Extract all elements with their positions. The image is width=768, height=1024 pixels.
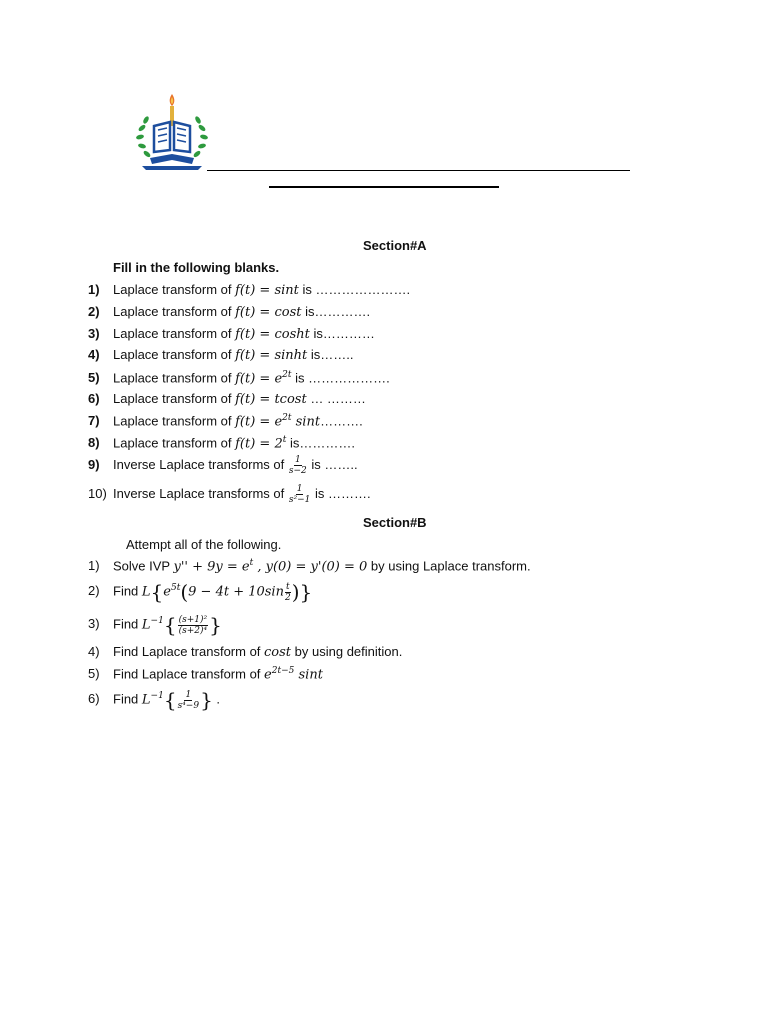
item-fraction [289,455,307,476]
item-number: 5) [88,370,100,386]
item-math: f(t) = tcost [235,392,307,407]
item-blank: is ………………. [291,370,390,386]
item-fraction [178,615,209,636]
fraction-denominator: s⁴−9 [177,700,200,711]
section-a-title: Section#A [363,238,427,253]
section-b-item [88,666,323,682]
section-a-item [88,484,371,505]
item-blank: … ……… [306,391,366,406]
item-math: f(t) = 2 [235,436,283,452]
item-number: 5) [88,666,100,682]
item-math: L [141,692,151,708]
item-superscript: −1 [150,691,164,702]
item-text: Inverse Laplace transforms of [113,485,288,501]
fraction-numerator: (s+1)² [178,614,208,625]
item-text: Laplace transform of [113,435,236,451]
item-blank: is …….. [307,456,358,472]
item-text: Laplace transform of [113,347,236,362]
item-number: 2) [88,583,100,599]
item-superscript: 2t [282,370,292,380]
header-rule-short [269,186,499,188]
item-superscript: t [249,558,254,568]
item-text: Laplace transform of [113,304,236,319]
item-math: cost [264,645,292,660]
item-number: 3) [88,326,100,341]
item-math: L [141,617,151,633]
item-number: 10) [88,485,107,501]
fraction-numerator: 1 [296,484,303,494]
item-text: Find [113,616,142,632]
header-rule-long [207,170,630,171]
item-number: 6) [88,391,100,406]
item-text: Find [113,691,142,707]
item-text: Inverse Laplace transforms of [113,456,288,472]
item-number: 6) [88,691,100,707]
item-fraction [178,690,200,711]
item-math-continued: sint [294,667,323,683]
section-b-item: 2) Find $L\{e^{5t}(9 - 4t + 10\sin$ $\frac{t}{2}$ )} [88,580,313,604]
item-math: f(t) = sint [235,283,299,298]
item-text: Laplace transform of [113,370,236,386]
section-b-instruction: Attempt all of the following. [126,537,282,552]
item-math-continued: , y(0) = y'(0) = 0 [253,559,368,575]
section-a-item [88,413,363,429]
item-math: f(t) = cosht [235,327,310,342]
item-blank: is…………. [301,304,371,319]
fraction-denominator: s−2 [288,466,307,476]
item-superscript: −1 [150,616,164,627]
item-math: e [264,667,272,683]
item-superscript: 2t−5 [271,666,295,676]
item-blank: ………. [320,413,363,429]
item-blank: is………… [309,326,375,341]
section-b-item: 3) Find $L^{-1}${ $\frac{\text{(s+1)²}}{\text{(s+2)⁴}}$ } [88,613,222,637]
section-a-item [88,370,390,386]
section-b-item [88,558,531,574]
section-a-item [88,455,358,476]
item-number: 4) [88,644,100,659]
item-text: Laplace transform of [113,391,236,406]
item-number: 8) [88,435,100,451]
item-blank: is…………. [286,435,355,451]
fraction-denominator: (s+2)⁴ [178,625,208,636]
item-text: Laplace transform of [113,413,236,429]
fraction-numerator: t [286,581,290,592]
item-text: Find [113,583,142,599]
fraction-numerator: 1 [294,455,301,465]
item-text: Find Laplace transform of [113,666,265,682]
item-math: f(t) = cost [235,305,302,320]
item-text-end: . [212,691,221,707]
item-number: 1) [88,282,100,297]
item-number: 3) [88,616,100,632]
item-text: Laplace transform of [113,282,236,297]
fraction-denominator: 2 [284,592,291,603]
item-superscript: 5t [170,583,181,594]
item-text: Solve IVP [113,558,174,574]
section-b-item [88,644,402,660]
item-fraction [285,582,291,603]
section-b-item: 6) Find $L^{-1}${ $\frac{1}{\text{s⁴−9}}$ } . [88,688,221,712]
item-text-end: by using Laplace transform. [367,558,531,574]
item-number: 9) [88,456,100,472]
item-text: Find Laplace transform of [113,644,265,659]
item-number: 7) [88,413,100,429]
section-a-item [88,347,354,363]
item-math-inner: 9 − 4t + 10sin [188,584,284,600]
item-number: 1) [88,558,100,574]
section-a-item [88,435,355,451]
item-math: f(t) = sinht [235,348,308,363]
university-logo [132,92,212,174]
item-text: Laplace transform of [113,326,236,341]
section-a-instruction: Fill in the following blanks. [113,260,280,275]
section-a-item [88,326,375,342]
item-number: 2) [88,304,100,319]
item-math-continued: sint [291,414,321,430]
section-b-title: Section#B [363,515,427,530]
item-math: L [141,584,151,600]
item-math: y'' + 9y = e [173,559,250,575]
fraction-denominator: s²−1 [288,495,311,505]
item-fraction [289,484,311,505]
item-text-end: by using definition. [291,644,403,659]
section-a-item [88,391,366,407]
item-superscript: 2t [282,413,292,423]
item-math: f(t) = e [235,414,283,430]
item-blank: is…….. [307,347,354,362]
item-number: 4) [88,347,100,362]
section-a-item [88,282,410,298]
item-superscript: t [282,435,287,445]
fraction-numerator: 1 [185,689,192,700]
item-math-exp: e [163,584,171,600]
section-a-item [88,304,370,320]
item-blank: is …………………. [298,282,411,297]
item-blank: is ………. [311,485,371,501]
item-math: f(t) = e [235,371,283,387]
